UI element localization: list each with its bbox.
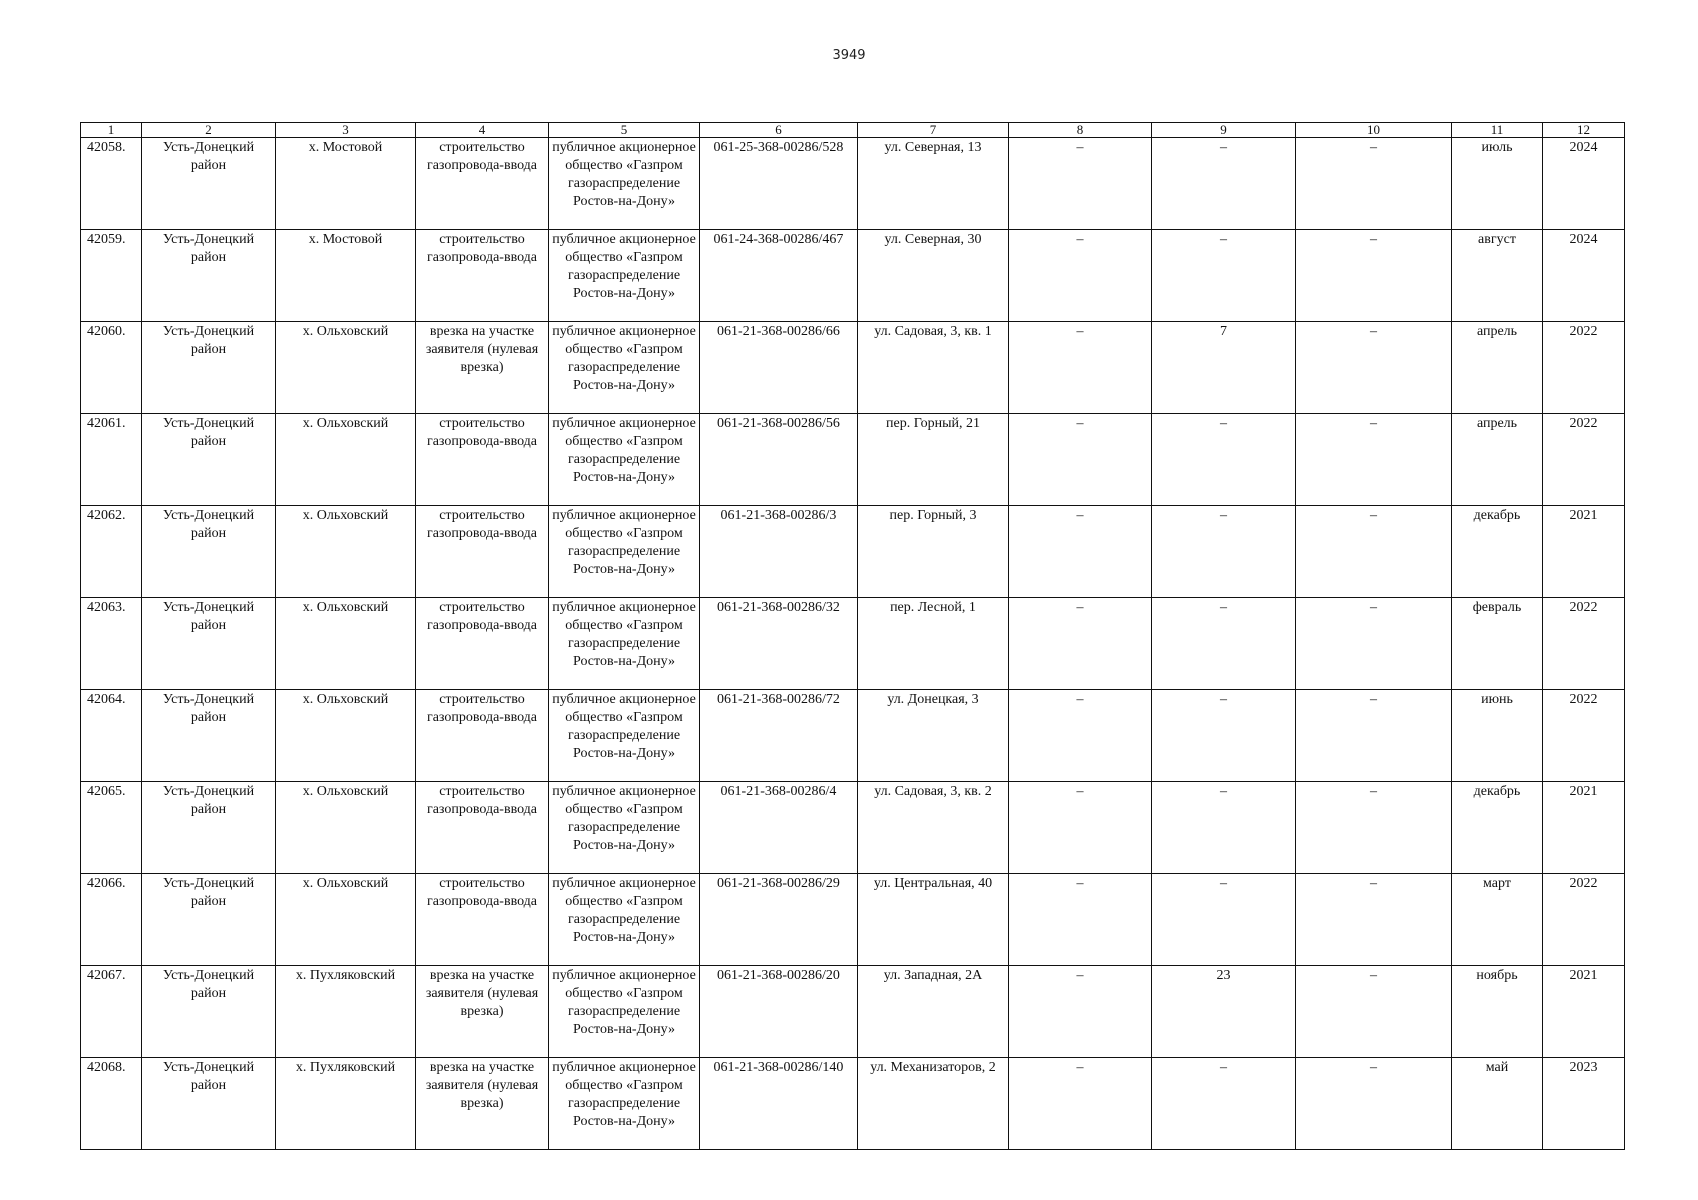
address-cell: ул. Западная, 2А xyxy=(858,966,1009,1058)
work-type-cell: врезка на участке заявителя (нулевая врезка) xyxy=(416,322,549,414)
code-cell: 061-21-368-00286/29 xyxy=(700,874,858,966)
table-row xyxy=(81,1058,1625,1150)
organization-cell: публичное акционерное общество «Газпром газораспределение Ростов-на-Дону» xyxy=(549,230,700,322)
organization-cell: публичное акционерное общество «Газпром газораспределение Ростов-на-Дону» xyxy=(549,1058,700,1150)
work-type-cell: строительство газопровода-ввода xyxy=(416,230,549,322)
settlement-cell: х. Ольховский xyxy=(276,414,416,506)
work-type-cell: строительство газопровода-ввода xyxy=(416,506,549,598)
table-body xyxy=(81,138,1625,1150)
organization-cell: публичное акционерное общество «Газпром газораспределение Ростов-на-Дону» xyxy=(549,138,700,230)
column-header: 3 xyxy=(276,123,416,138)
address-cell: ул. Центральная, 40 xyxy=(858,874,1009,966)
year-cell: 2024 xyxy=(1543,230,1625,322)
column-header: 11 xyxy=(1452,123,1543,138)
col10-cell: – xyxy=(1296,598,1452,690)
col8-cell: – xyxy=(1009,414,1152,506)
district-cell: Усть-Донецкий район xyxy=(142,230,276,322)
district-cell: Усть-Донецкий район xyxy=(142,1058,276,1150)
organization-cell: публичное акционерное общество «Газпром газораспределение Ростов-на-Дону» xyxy=(549,414,700,506)
table-row xyxy=(81,598,1625,690)
address-cell: пер. Горный, 3 xyxy=(858,506,1009,598)
col10-cell: – xyxy=(1296,966,1452,1058)
year-cell: 2023 xyxy=(1543,1058,1625,1150)
organization-cell: публичное акционерное общество «Газпром газораспределение Ростов-на-Дону» xyxy=(549,506,700,598)
settlement-cell: х. Ольховский xyxy=(276,322,416,414)
settlement-cell: х. Ольховский xyxy=(276,598,416,690)
organization-cell: публичное акционерное общество «Газпром газораспределение Ростов-на-Дону» xyxy=(549,322,700,414)
code-cell: 061-21-368-00286/72 xyxy=(700,690,858,782)
col8-cell: – xyxy=(1009,1058,1152,1150)
col8-cell: – xyxy=(1009,598,1152,690)
code-cell: 061-24-368-00286/467 xyxy=(700,230,858,322)
month-cell: апрель xyxy=(1452,322,1543,414)
col10-cell: – xyxy=(1296,782,1452,874)
work-type-cell: врезка на участке заявителя (нулевая врезка) xyxy=(416,966,549,1058)
table-row xyxy=(81,966,1625,1058)
column-header: 6 xyxy=(700,123,858,138)
address-cell: ул. Северная, 13 xyxy=(858,138,1009,230)
column-header: 9 xyxy=(1152,123,1296,138)
code-cell: 061-21-368-00286/20 xyxy=(700,966,858,1058)
year-cell: 2021 xyxy=(1543,966,1625,1058)
work-type-cell: строительство газопровода-ввода xyxy=(416,874,549,966)
row-number-cell: 42063. xyxy=(81,598,142,690)
row-number-cell: 42065. xyxy=(81,782,142,874)
settlement-cell: х. Пухляковский xyxy=(276,966,416,1058)
work-type-cell: строительство газопровода-ввода xyxy=(416,598,549,690)
row-number-cell: 42060. xyxy=(81,322,142,414)
table-row xyxy=(81,138,1625,230)
organization-cell: публичное акционерное общество «Газпром газораспределение Ростов-на-Дону» xyxy=(549,966,700,1058)
year-cell: 2022 xyxy=(1543,690,1625,782)
col9-cell: – xyxy=(1152,506,1296,598)
organization-cell: публичное акционерное общество «Газпром газораспределение Ростов-на-Дону» xyxy=(549,598,700,690)
col8-cell: – xyxy=(1009,322,1152,414)
col10-cell: – xyxy=(1296,138,1452,230)
month-cell: февраль xyxy=(1452,598,1543,690)
settlement-cell: х. Пухляковский xyxy=(276,1058,416,1150)
col9-cell: – xyxy=(1152,414,1296,506)
month-cell: август xyxy=(1452,230,1543,322)
address-cell: ул. Северная, 30 xyxy=(858,230,1009,322)
work-type-cell: строительство газопровода-ввода xyxy=(416,414,549,506)
col9-cell: 7 xyxy=(1152,322,1296,414)
year-cell: 2022 xyxy=(1543,322,1625,414)
column-header: 10 xyxy=(1296,123,1452,138)
code-cell: 061-21-368-00286/3 xyxy=(700,506,858,598)
code-cell: 061-21-368-00286/56 xyxy=(700,414,858,506)
year-cell: 2022 xyxy=(1543,598,1625,690)
col10-cell: – xyxy=(1296,506,1452,598)
settlement-cell: х. Ольховский xyxy=(276,782,416,874)
col8-cell: – xyxy=(1009,966,1152,1058)
month-cell: июль xyxy=(1452,138,1543,230)
col8-cell: – xyxy=(1009,230,1152,322)
year-cell: 2021 xyxy=(1543,506,1625,598)
column-header: 12 xyxy=(1543,123,1625,138)
column-header: 8 xyxy=(1009,123,1152,138)
district-cell: Усть-Донецкий район xyxy=(142,874,276,966)
col9-cell: – xyxy=(1152,1058,1296,1150)
work-type-cell: строительство газопровода-ввода xyxy=(416,690,549,782)
settlement-cell: х. Ольховский xyxy=(276,874,416,966)
district-cell: Усть-Донецкий район xyxy=(142,322,276,414)
col8-cell: – xyxy=(1009,690,1152,782)
col10-cell: – xyxy=(1296,1058,1452,1150)
col9-cell: – xyxy=(1152,782,1296,874)
col10-cell: – xyxy=(1296,230,1452,322)
table-row xyxy=(81,322,1625,414)
col9-cell: – xyxy=(1152,874,1296,966)
district-cell: Усть-Донецкий район xyxy=(142,782,276,874)
district-cell: Усть-Донецкий район xyxy=(142,966,276,1058)
organization-cell: публичное акционерное общество «Газпром газораспределение Ростов-на-Дону» xyxy=(549,782,700,874)
address-cell: пер. Горный, 21 xyxy=(858,414,1009,506)
column-header: 5 xyxy=(549,123,700,138)
column-header: 4 xyxy=(416,123,549,138)
col9-cell: – xyxy=(1152,230,1296,322)
address-cell: ул. Садовая, 3, кв. 2 xyxy=(858,782,1009,874)
col9-cell: – xyxy=(1152,598,1296,690)
code-cell: 061-21-368-00286/66 xyxy=(700,322,858,414)
month-cell: апрель xyxy=(1452,414,1543,506)
row-number-cell: 42064. xyxy=(81,690,142,782)
table-row xyxy=(81,782,1625,874)
row-number-cell: 42067. xyxy=(81,966,142,1058)
code-cell: 061-25-368-00286/528 xyxy=(700,138,858,230)
col8-cell: – xyxy=(1009,874,1152,966)
col10-cell: – xyxy=(1296,322,1452,414)
address-cell: ул. Механизаторов, 2 xyxy=(858,1058,1009,1150)
row-number-cell: 42062. xyxy=(81,506,142,598)
col8-cell: – xyxy=(1009,782,1152,874)
row-number-cell: 42068. xyxy=(81,1058,142,1150)
month-cell: май xyxy=(1452,1058,1543,1150)
table-row xyxy=(81,690,1625,782)
settlement-cell: х. Мостовой xyxy=(276,138,416,230)
month-cell: ноябрь xyxy=(1452,966,1543,1058)
month-cell: декабрь xyxy=(1452,506,1543,598)
year-cell: 2024 xyxy=(1543,138,1625,230)
table-row xyxy=(81,874,1625,966)
column-header: 1 xyxy=(81,123,142,138)
col10-cell: – xyxy=(1296,690,1452,782)
table-row xyxy=(81,506,1625,598)
page-number: 3949 xyxy=(832,48,866,63)
row-number-cell: 42059. xyxy=(81,230,142,322)
column-number-row xyxy=(81,123,1625,138)
column-header: 2 xyxy=(142,123,276,138)
settlement-cell: х. Ольховский xyxy=(276,690,416,782)
code-cell: 061-21-368-00286/32 xyxy=(700,598,858,690)
table-row xyxy=(81,230,1625,322)
col9-cell: 23 xyxy=(1152,966,1296,1058)
col9-cell: – xyxy=(1152,690,1296,782)
month-cell: март xyxy=(1452,874,1543,966)
col8-cell: – xyxy=(1009,138,1152,230)
col10-cell: – xyxy=(1296,874,1452,966)
settlement-cell: х. Ольховский xyxy=(276,506,416,598)
district-cell: Усть-Донецкий район xyxy=(142,690,276,782)
col9-cell: – xyxy=(1152,138,1296,230)
address-cell: пер. Лесной, 1 xyxy=(858,598,1009,690)
row-number-cell: 42066. xyxy=(81,874,142,966)
settlement-cell: х. Мостовой xyxy=(276,230,416,322)
district-cell: Усть-Донецкий район xyxy=(142,138,276,230)
district-cell: Усть-Донецкий район xyxy=(142,414,276,506)
row-number-cell: 42058. xyxy=(81,138,142,230)
code-cell: 061-21-368-00286/4 xyxy=(700,782,858,874)
district-cell: Усть-Донецкий район xyxy=(142,506,276,598)
address-cell: ул. Донецкая, 3 xyxy=(858,690,1009,782)
work-type-cell: строительство газопровода-ввода xyxy=(416,138,549,230)
column-header: 7 xyxy=(858,123,1009,138)
year-cell: 2021 xyxy=(1543,782,1625,874)
col8-cell: – xyxy=(1009,506,1152,598)
year-cell: 2022 xyxy=(1543,874,1625,966)
table-row xyxy=(81,414,1625,506)
address-cell: ул. Садовая, 3, кв. 1 xyxy=(858,322,1009,414)
registry-table xyxy=(80,122,1625,1150)
organization-cell: публичное акционерное общество «Газпром газораспределение Ростов-на-Дону» xyxy=(549,874,700,966)
row-number-cell: 42061. xyxy=(81,414,142,506)
month-cell: декабрь xyxy=(1452,782,1543,874)
organization-cell: публичное акционерное общество «Газпром газораспределение Ростов-на-Дону» xyxy=(549,690,700,782)
month-cell: июнь xyxy=(1452,690,1543,782)
year-cell: 2022 xyxy=(1543,414,1625,506)
code-cell: 061-21-368-00286/140 xyxy=(700,1058,858,1150)
work-type-cell: строительство газопровода-ввода xyxy=(416,782,549,874)
col10-cell: – xyxy=(1296,414,1452,506)
work-type-cell: врезка на участке заявителя (нулевая врезка) xyxy=(416,1058,549,1150)
district-cell: Усть-Донецкий район xyxy=(142,598,276,690)
